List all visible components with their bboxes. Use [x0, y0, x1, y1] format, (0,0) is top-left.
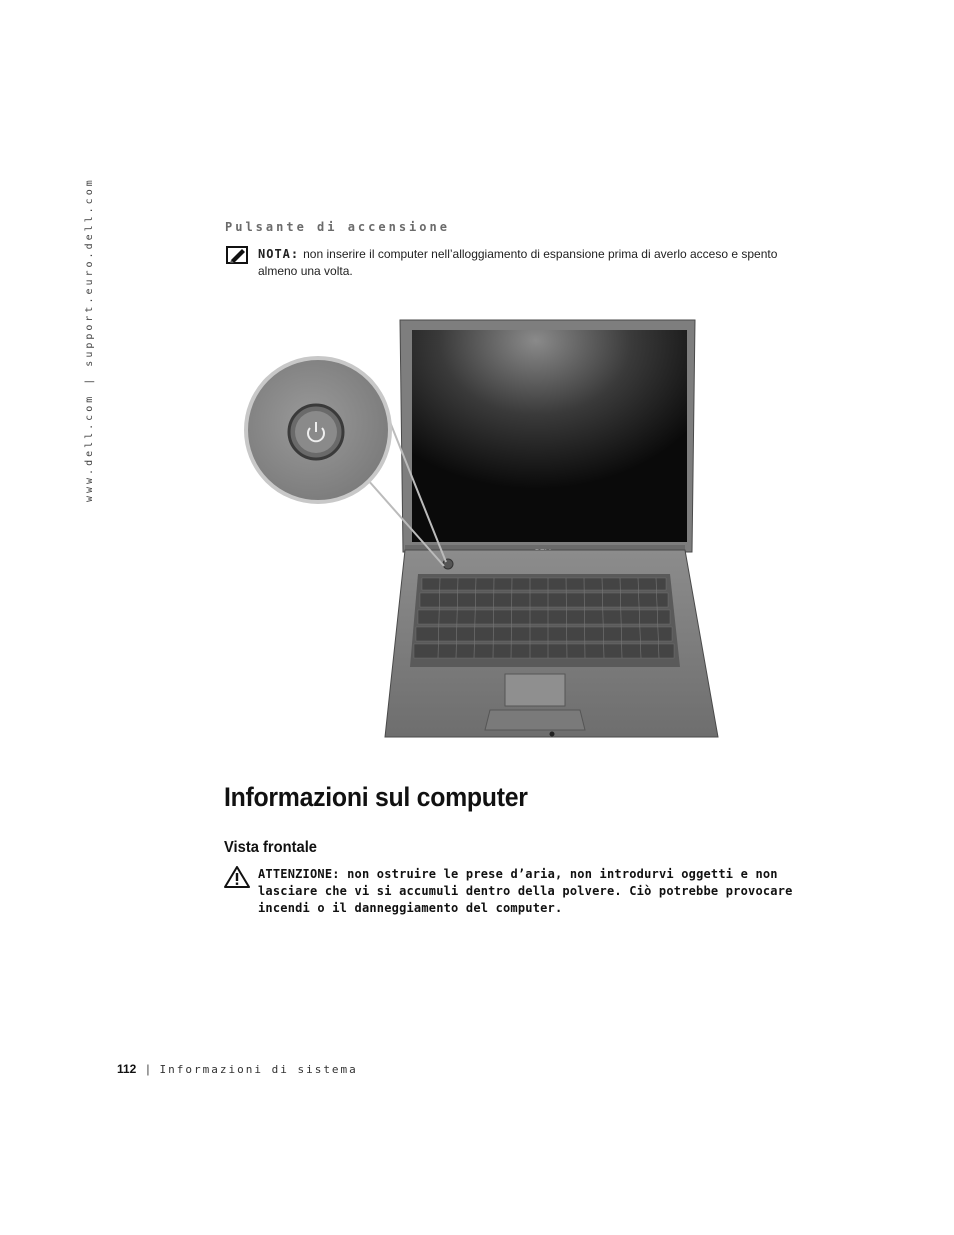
- note-block: [226, 246, 796, 280]
- warning-triangle-icon: [224, 866, 250, 888]
- laptop-figure: [240, 312, 730, 762]
- side-url: www.dell.com | support.euro.dell.com: [84, 177, 95, 502]
- footer-title: Informazioni di sistema: [159, 1063, 358, 1076]
- note-lead: NOTA:: [258, 247, 300, 261]
- page-footer: [117, 1062, 358, 1076]
- page-number: 112: [117, 1062, 137, 1076]
- pencil-note-icon: [226, 246, 248, 264]
- note-text: [258, 246, 796, 280]
- caution-lead: ATTENZIONE:: [258, 867, 340, 881]
- caution-text: [258, 866, 824, 917]
- page-heading: Informazioni sul computer: [224, 782, 528, 812]
- footer-separator: |: [146, 1062, 150, 1076]
- caution-block: [224, 866, 824, 917]
- note-body: non inserire il computer nell’alloggiamento di espansione prima di averlo acceso e spento almeno una volta.: [258, 247, 778, 278]
- caution-body: non ostruire le prese d’aria, non introdurvi oggetti e non lasciare che vi si accumuli dentro della polvere. Ciò potrebbe provocare incendi o il danneggiamento del computer.: [258, 867, 793, 915]
- section-subheading: Vista frontale: [224, 839, 317, 856]
- section-label: Pulsante di accensione: [225, 220, 450, 234]
